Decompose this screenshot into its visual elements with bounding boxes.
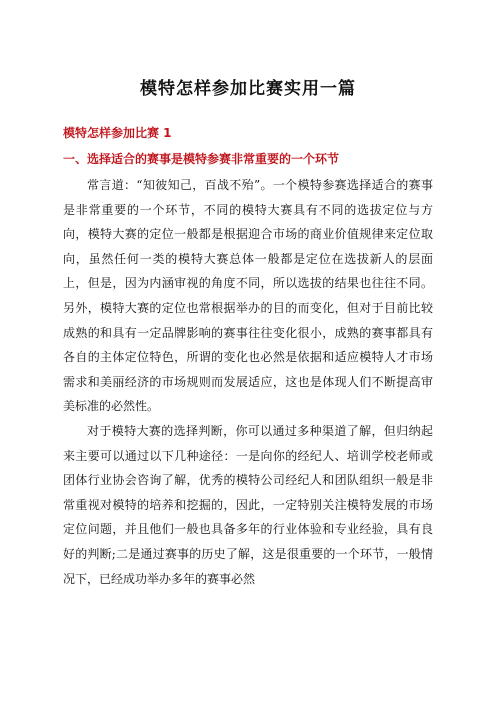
section-heading: 一、选择适合的赛事是模特参赛非常重要的一个环节: [63, 152, 340, 166]
document-subtitle: 模特怎样参加比赛 1: [63, 126, 172, 140]
body-paragraph: 对于模特大赛的选择判断，你可以通过多种渠道了解，但归纳起来主要可以通过以下几种途径：一是向你的经纪人、培训学校老师或团体行业协会咨询了解，优秀的模特公司经纪人和团队组织一般是非常重视对模特的培养和挖掘的，因此，一定特别关注模特发展的市场定位问题，并且他们一般也具备多年的行业体验和专业经验，具有良好的判断;二是通过赛事的历史了解，这是很重要的一个环节，一般情况下，已经成功举办多年的赛事必然: [63, 424, 433, 586]
document-title: 模特怎样参加比赛实用一篇: [140, 79, 356, 99]
body-paragraph: 常言道：“知彼知己，百战不殆”。一个模特参赛选择适合的赛事是非常重要的一个环节，不同的模特大赛具有不同的选拔定位与方向，模特大赛的定位一般都是根据迎合市场的商业价值规律来定位取向，虽然任何一类的模特大赛总体一般都是定位在选拔新人的层面上，但是，因为内涵审视的角度不同，所以选拔的结果也往往不同。另外，模特大赛的定位也常根据举办的目的而变化，但对于目前比较成熟的和具有一定品牌影响的赛事往往变化很小，成熟的赛事都具有各自的主体定位特色，所谓的变化也必然是依据和适应模特人才市场需求和美丽经济的市场规则而发展适应，这也是体现人们不断提高审美标准的必然性。: [63, 178, 433, 414]
